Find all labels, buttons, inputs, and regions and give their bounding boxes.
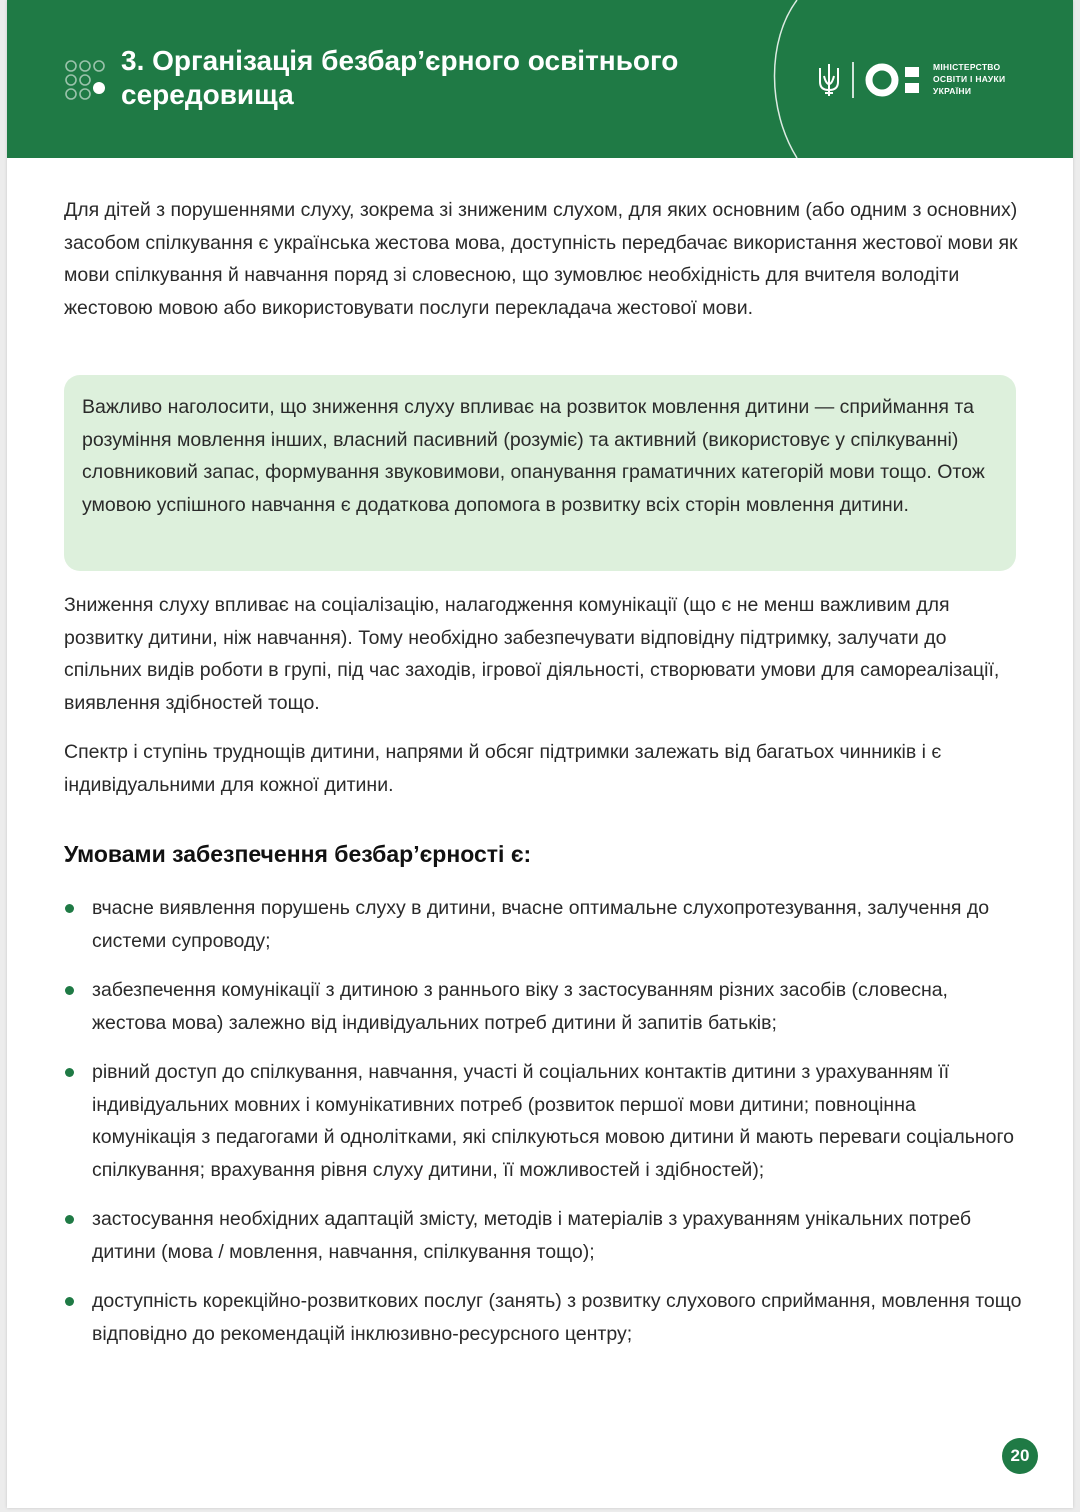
list-item xyxy=(64,1285,1024,1350)
logo-divider xyxy=(852,62,854,98)
page-header xyxy=(7,0,1073,158)
bullet-icon xyxy=(65,1297,74,1306)
list-item xyxy=(64,974,1024,1039)
socialization-paragraph: Зниження слуху впливає на соціалізацію, налагодження комунікації (що є не менш важливим для розвитку дитини, ніж навчання). Тому необхідно забезпечувати відповідну підтримку, залучати до спільних видів роботи в групі, під час заходів, ігрової діяльності, створювати умови для самореалізації, виявлення здібностей тощо. xyxy=(64,594,1000,714)
list-item-text: забезпечення комунікації з дитиною з раннього віку з застосуванням різних засобів (словесна, жестова мова) залежно від індивідуальних потреб дитини й запитів батьків; xyxy=(92,979,948,1034)
list-item xyxy=(64,892,1024,957)
bullet-icon xyxy=(65,1215,74,1224)
support-paragraph: Спектр і ступінь труднощів дитини, напрями й обсяг підтримки залежать від багатьох чинників і є індивідуальними для кожної дитини. xyxy=(64,741,942,796)
page-title xyxy=(121,44,761,112)
bullet-icon xyxy=(65,1068,74,1077)
list-item-text: вчасне виявлення порушень слуху в дитини, вчасне оптимальне слухопротезування, залучення до системи супроводу; xyxy=(92,897,990,952)
conditions-list xyxy=(64,892,1024,1367)
page-title-line-1: 3. Організація безбар’єрного освітнього xyxy=(121,45,679,76)
ministry-logo-icon xyxy=(865,62,927,98)
intro-paragraph: Для дітей з порушеннями слуху, зокрема зі зниженим слухом, для яких основним (або одним з основних) засобом спілкування є українська жестова мова, доступність передбачає використання жестової мови як мови спілкування й навчання поряд зі словесною, що зумовлює необхідність для вчителя володіти жестовою мовою або використовувати послуги перекладача жестової мови. xyxy=(64,199,1018,319)
dots-cluster-icon xyxy=(63,58,107,102)
list-item xyxy=(64,1056,1024,1186)
page-number-badge: 20 xyxy=(1002,1438,1038,1474)
callout-text: Важливо наголосити, що зниження слуху впливає на розвиток мовлення дитини — сприймання та розуміння мовлення інших, власний пасивний (розуміє) та активний (використовує у спілкуванні) словниковий запас, формування звуковимови, опанування граматичних категорій мови тощо. Отож умовою успішного навчання є додаткова допомога в розвитку всіх сторін мовлення дитини. xyxy=(82,396,985,516)
ministry-name-line-3: УКРАЇНИ xyxy=(933,86,972,96)
page-title-line-2: середовища xyxy=(121,79,294,110)
list-item-text: застосування необхідних адаптацій змісту, методів і матеріалів з урахуванням унікальних потреб дитини (мова / мовлення, навчання, спілкування тощо); xyxy=(92,1208,971,1263)
bullet-icon xyxy=(65,986,74,995)
list-item-text: доступність корекційно-розвиткових послуг (занять) з розвитку слухового сприймання, мовлення тощо відповідно до рекомендацій інклюзивно-ресурсного центру; xyxy=(92,1290,1022,1345)
ministry-name-line-1: МІНІСТЕРСТВО xyxy=(933,62,1001,72)
ministry-name xyxy=(933,61,1043,97)
list-item-text: рівний доступ до спілкування, навчання, участі й соціальних контактів дитини з урахуванням її індивідуальних мовних і комунікативних потреб (розвиток першої мови дитини; повноцінна комунікація з педагогами й однолітками, які спілкуються мовою дитини й мають переваги соціального спілкування; врахування рівня слуху дитини, її можливостей і здібностей); xyxy=(92,1061,1014,1181)
ministry-name-line-2: ОСВІТИ І НАУКИ xyxy=(933,74,1006,84)
document-page xyxy=(7,0,1073,1508)
bullet-icon xyxy=(65,904,74,913)
callout-box xyxy=(64,375,1016,571)
list-item xyxy=(64,1203,1024,1268)
trident-icon xyxy=(817,62,841,98)
conditions-heading: Умовами забезпечення безбар’єрності є: xyxy=(64,841,532,867)
